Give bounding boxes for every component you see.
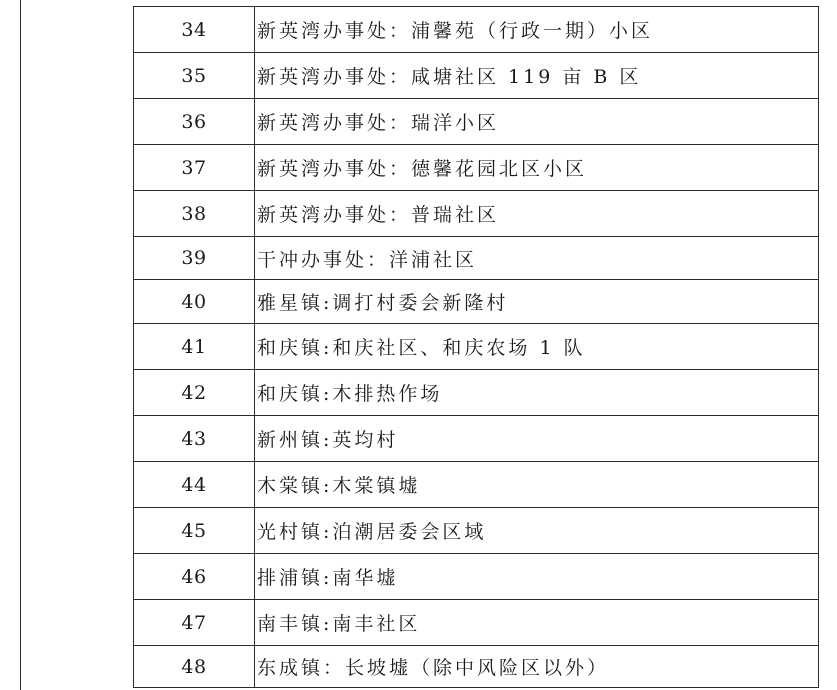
row-number: 35 <box>134 53 255 98</box>
row-location: 雅星镇:调打村委会新隆村 <box>257 292 509 314</box>
row-number: 40 <box>134 280 255 323</box>
row-number: 36 <box>134 99 255 144</box>
row-location: 排浦镇:南华墟 <box>257 567 399 589</box>
row-number: 45 <box>134 508 255 553</box>
table-row <box>133 53 819 99</box>
table-row <box>133 324 819 370</box>
row-location: 和庆镇:木排热作场 <box>257 383 443 405</box>
table-row <box>133 370 819 416</box>
row-location: 木棠镇:木棠镇墟 <box>257 475 421 497</box>
row-number: 34 <box>134 7 255 52</box>
row-number: 46 <box>134 554 255 599</box>
table-row <box>133 191 819 237</box>
table-row <box>133 554 819 600</box>
table-row <box>133 145 819 191</box>
row-location: 新英湾办事处：浦馨苑（行政一期）小区 <box>257 20 654 42</box>
page-margin-rule <box>20 0 21 690</box>
row-location: 新州镇:英均村 <box>257 429 399 451</box>
row-location: 南丰镇:南丰社区 <box>257 613 421 635</box>
table-row <box>133 416 819 462</box>
row-number: 39 <box>134 237 255 279</box>
area-list-table <box>133 6 819 688</box>
row-location: 和庆镇:和庆社区、和庆农场 1 队 <box>257 337 586 359</box>
row-number: 48 <box>134 646 255 687</box>
row-number: 41 <box>134 324 255 369</box>
row-location: 新英湾办事处：普瑞社区 <box>257 204 500 226</box>
row-location: 新英湾办事处：瑞洋小区 <box>257 112 500 134</box>
table-row <box>133 7 819 53</box>
row-location: 新英湾办事处：德馨花园北区小区 <box>257 158 588 180</box>
table-row <box>133 646 819 688</box>
row-location: 光村镇:泊潮居委会区域 <box>257 521 487 543</box>
row-location: 新英湾办事处：咸塘社区 119 亩 B 区 <box>257 66 642 88</box>
table-row <box>133 508 819 554</box>
table-row <box>133 280 819 324</box>
row-number: 47 <box>134 600 255 645</box>
table-row <box>133 600 819 646</box>
table-row <box>133 237 819 280</box>
row-location: 干冲办事处：洋浦社区 <box>257 248 478 271</box>
table-row <box>133 462 819 508</box>
row-number: 38 <box>134 191 255 236</box>
row-number: 44 <box>134 462 255 507</box>
row-location: 东成镇：长坡墟（除中风险区以外） <box>257 657 610 679</box>
row-number: 42 <box>134 370 255 415</box>
table-row <box>133 99 819 145</box>
row-number: 43 <box>134 416 255 461</box>
row-number: 37 <box>134 145 255 190</box>
